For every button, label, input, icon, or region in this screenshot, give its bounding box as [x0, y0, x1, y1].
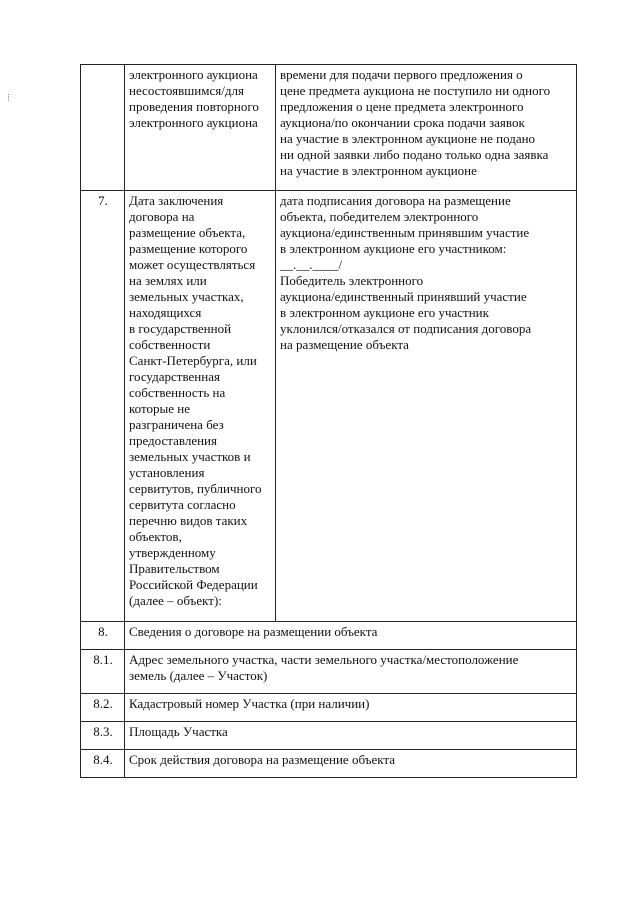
- table-row: [81, 750, 577, 778]
- row-wide-text: Площадь Участка: [125, 722, 577, 750]
- row-number: [81, 65, 125, 191]
- row-right-text: дата подписания договора на размещение объекта, победителем электронного аукциона/единственным принявшим участие в электронном аукционе его участником: __.__.____/ Победитель электронного аукциона/единственный принявший участие в электронном аукционе его участник уклонился/отказался от подписания договора на размещение объекта: [276, 191, 577, 622]
- row-number: 8.2.: [81, 694, 125, 722]
- row-wide-text: Кадастровый номер Участка (при наличии): [125, 694, 577, 722]
- row-left-text: электронного аукциона несостоявшимся/для проведения повторного электронного аукциона: [125, 65, 276, 191]
- row-right-text: времени для подачи первого предложения о цене предмета аукциона не поступило ни одного предложения о цене предмета электронного аукциона/по окончании срока подачи заявок на участие в электронном аукционе не подано ни одной заявки либо подано только одна заявка на участие в электронном аукционе: [276, 65, 577, 191]
- table-row: [81, 694, 577, 722]
- table-row: [81, 191, 577, 622]
- row-wide-text: Адрес земельного участка, части земельного участка/местоположение земель (далее – Участок): [125, 650, 577, 694]
- table-row: [81, 650, 577, 694]
- row-wide-text: Сведения о договоре на размещении объекта: [125, 622, 577, 650]
- table-row: [81, 65, 577, 191]
- row-number: 8.1.: [81, 650, 125, 694]
- row-number: 7.: [81, 191, 125, 622]
- table-row: [81, 622, 577, 650]
- row-number: 8.: [81, 622, 125, 650]
- row-wide-text: Срок действия договора на размещение объекта: [125, 750, 577, 778]
- row-left-text: Дата заключения договора на размещение объекта, размещение которого может осуществляться на землях или земельных участках, находящихся в государственной собственности Санкт-Петербурга, или государственная собственность на которые не разграничена без предоставления земельных участков и установления сервитутов, публичного сервитута согласно перечню видов таких объектов, утвержденному Правительством Российской Федерации (далее – объект):: [125, 191, 276, 622]
- row-number: 8.3.: [81, 722, 125, 750]
- row-number: 8.4.: [81, 750, 125, 778]
- table-row: [81, 722, 577, 750]
- document-table: [80, 64, 577, 778]
- scan-artifact: [8, 94, 10, 101]
